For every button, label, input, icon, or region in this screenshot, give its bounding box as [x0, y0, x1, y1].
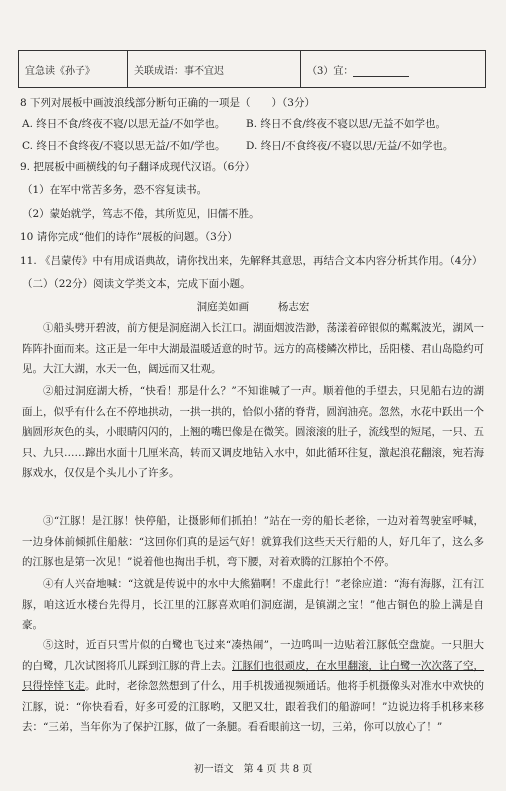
article-title: 洞庭美如画: [196, 301, 250, 313]
exhibit-table: [18, 50, 486, 88]
table-cell-idiom: 关联成语：事不宜迟: [128, 51, 301, 88]
q8-option-d: D. 终日/不食终夜/不寝以思/无益/不如学也。: [246, 140, 454, 152]
article-heading: [0, 300, 506, 314]
q10-stem: 10 请你完成“他们的诗作”展板的问题。（3分）: [20, 231, 238, 243]
paragraph-3: ③“江豚！是江豚！快停船，让摄影师们抓拍！”站在一旁的船长老徐，一边对着驾驶室呼喊，一边身体前倾抓住船舷：“这回你们真的是运气好！就算我们这些天天行船的人，好几年了，这么多的江豚也是第一次见！”说着他也掏出手机，弯下腰，对着欢腾的江豚拍个不停。: [22, 515, 484, 568]
paragraph-5-rest: 。此时，老徐忽然想到了什么，用手机拨通视频通话。他将手机摄像头对准水中欢快的江豚，说：“你快看看，好多可爱的江豚哟，又肥又壮，跟着我们的船游呵！”边说边将手机移来移去：“三弟，当年你为了保护江豚，做了一条腿。看看眼前这一切，三弟，你可以放心了！”: [22, 680, 484, 733]
q8-option-c: C. 终日不食终夜/不寝以思无益/不如/学也。: [22, 140, 226, 152]
underlined-sentence: 江豚们也很顽皮，在水里翻滚，让白鹭一次次落了空，只得悻悻飞走: [22, 659, 484, 692]
q9-sentence-2: （2）蒙始就学，笃志不倦，其所览见，旧儒不胜。: [22, 208, 260, 220]
page-footer: 初一语文 第 4 页 共 8 页: [193, 764, 313, 775]
table-cell-answer: [301, 51, 486, 88]
paragraph-4: ④有人兴奋地喊：“这就是传说中的水中大熊猫啊！不虚此行！”老徐应道：“海有海豚，江有江豚，咱这近水楼台先得月，长江里的江豚喜欢咱们洞庭湖，是镇湖之宝！”他古铜色的脸上满是自豪。: [22, 578, 484, 631]
q8-option-a: A. 终日不食/终夜不寝/以思无益/不如学也。: [22, 118, 226, 130]
paragraph-5: [22, 635, 484, 738]
paragraph-2: ②船过洞庭湖大桥，“快看！那是什么？”不知谁喊了一声。顺着他的手望去，只见船右边的湖面上，似乎有什么在不停地拱动，一拱一拱的，恰似小猪的脊背，圆润油亮。忽然，水花中跃出一个脑圆形灰色的头，小眼睛闪闪的，上翘的嘴巴像是在微笑。圆滚滚的肚子，流线型的短尾，一只、五只、九只……蹿出水面十几厘米高，转而又调皮地钻入水中，如此循环往复，激起浪花翻滚，宛若海豚戏水，仅仅是个头儿小了许多。: [22, 385, 484, 479]
q11-stem: 11. 《吕蒙传》中有用成语典故，请你找出来，先解释其意思，再结合文本内容分析其作用。（4分）: [20, 255, 483, 267]
q9-sentence-1: （1）在军中常苦多务，恐不容复读书。: [22, 184, 208, 196]
q8-stem: 8 下列对展板中画波浪线部分断句正确的一项是（ ）（3分）: [20, 97, 315, 109]
paragraph-5-lead: ⑤这时，近百只雪片似的白鹭也飞过来“凑热闹”，一边鸣叫一边贴着江豚低空盘旋。一只胆大的白鹭，几次试图将爪儿踩到江豚的背上去。: [22, 639, 484, 672]
answer-label: （3）宜：: [307, 65, 354, 77]
paragraph-1: ①船头劈开碧波，前方便是洞庭湖入长江口。湖面烟波浩渺，荡漾着碎银似的粼粼波光，湖风一阵阵扑面而来。这正是一年中大湖最温暖适意的时节。远方的高楼鳞次栉比，岳阳楼、君山岛隐约可见。大江大湖，水天一色，阔远而又壮观。: [22, 322, 484, 375]
table-cell-reading: 宜急读《孙子》: [19, 51, 128, 88]
answer-blank: [353, 66, 409, 77]
q8-option-b: B. 终日不食/终夜不寝以思/无益不如学也。: [246, 118, 446, 130]
q9-stem: 9. 把展板中画横线的句子翻译成现代汉语。（6分）: [20, 161, 256, 173]
article-author: 杨志宏: [277, 301, 310, 313]
section-2-heading: （二）（22分）阅读文学类文本，完成下面小题。: [22, 278, 251, 290]
